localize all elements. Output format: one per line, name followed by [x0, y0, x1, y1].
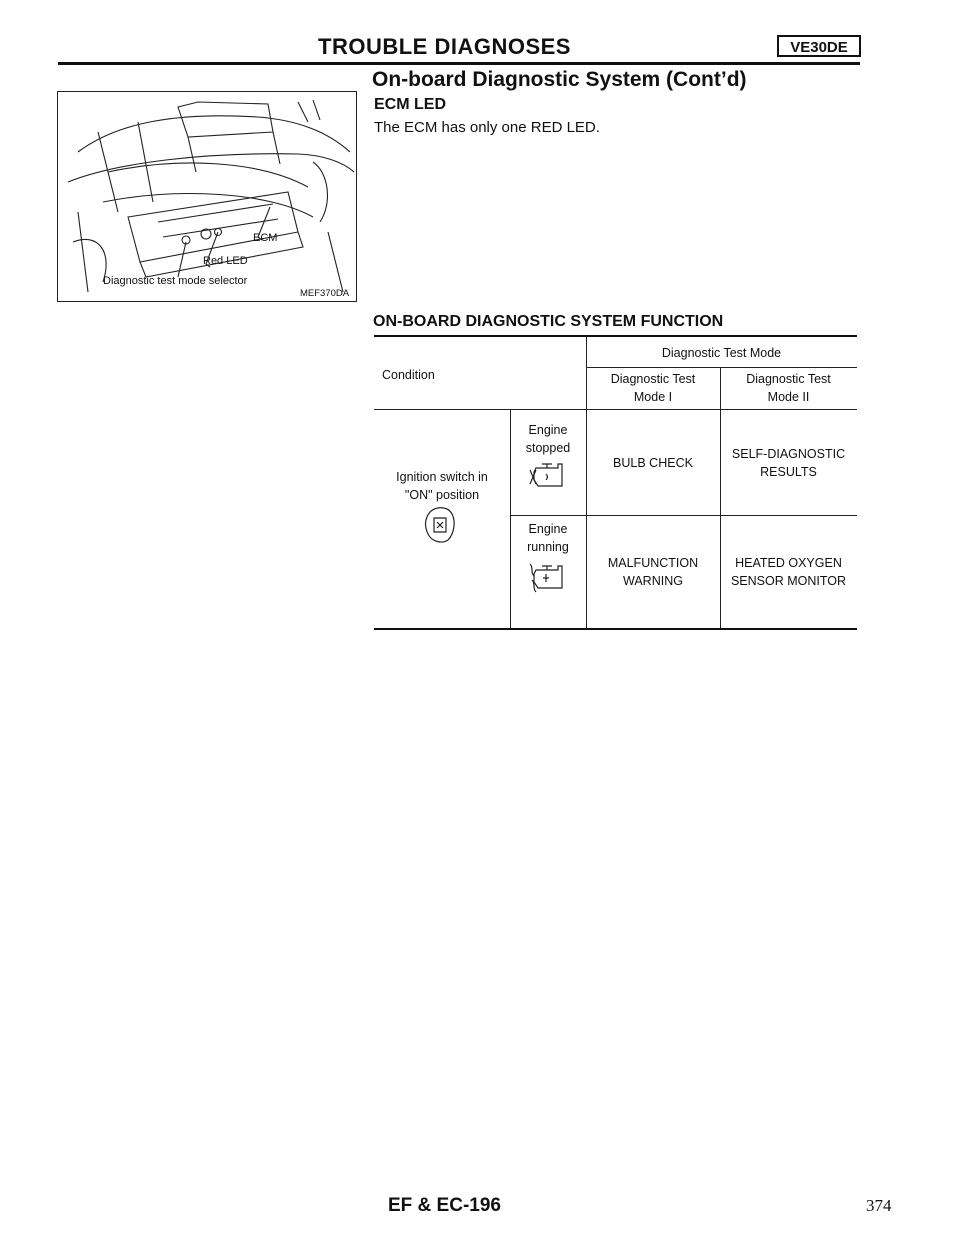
- ecm-illustration: [57, 91, 357, 302]
- table-hline-header: [374, 409, 857, 410]
- page-number: 374: [866, 1196, 892, 1215]
- selector-label: Diagnostic test mode selector: [103, 275, 248, 287]
- page-title: TROUBLE DIAGNOSES: [318, 34, 571, 59]
- heated-oxygen-line2: SENSOR MONITOR: [730, 574, 847, 588]
- malfunction-line1: MALFUNCTION: [607, 556, 699, 570]
- subsection-title: ECM LED: [374, 96, 446, 113]
- red-led-label: Red LED: [203, 255, 248, 267]
- heated-oxygen-line1: HEATED OXYGEN: [735, 556, 842, 570]
- header-rule: [58, 62, 860, 65]
- ignition-line2: "ON" position: [404, 488, 480, 502]
- engine-stopped-icon: [528, 458, 568, 492]
- self-diagnostic-line1: SELF-DIAGNOSTIC: [731, 447, 846, 461]
- figure-code: MEF370DA: [300, 288, 350, 299]
- condition-header: Condition: [382, 368, 435, 382]
- ignition-key-icon: [422, 506, 458, 544]
- table-hline-row: [510, 515, 857, 516]
- engine-stopped-line1: Engine: [528, 423, 568, 437]
- table-title: ON-BOARD DIAGNOSTIC SYSTEM FUNCTION: [373, 313, 724, 330]
- body-text: The ECM has only one RED LED.: [374, 119, 600, 136]
- mode-group-header: Diagnostic Test Mode: [661, 346, 782, 360]
- mode1-header-line1: Diagnostic Test: [610, 372, 696, 386]
- table-hline-mode-group: [586, 367, 857, 368]
- footer-section-code: EF & EC-196: [388, 1195, 501, 1216]
- mode2-header-line2: Mode II: [767, 390, 810, 404]
- mode1-header-line2: Mode I: [633, 390, 673, 404]
- engine-running-icon: [528, 560, 568, 596]
- self-diagnostic-line2: RESULTS: [760, 465, 817, 479]
- ignition-line1: Ignition switch in: [396, 470, 488, 484]
- malfunction-line2: WARNING: [623, 574, 683, 588]
- engine-stopped-line2: stopped: [525, 441, 571, 455]
- engine-running-line1: Engine: [528, 522, 568, 536]
- ecm-label: ECM: [253, 232, 278, 244]
- table-bottom-rule: [374, 628, 857, 630]
- section-title: On-board Diagnostic System (Cont’d): [372, 68, 747, 91]
- ecm-line-drawing: [58, 92, 356, 301]
- bulb-check-cell: BULB CHECK: [613, 456, 693, 470]
- engine-running-line2: running: [527, 540, 569, 554]
- table-top-rule: [374, 335, 857, 337]
- mode2-header-line1: Diagnostic Test: [746, 372, 831, 386]
- engine-model-badge: VE30DE: [777, 35, 861, 57]
